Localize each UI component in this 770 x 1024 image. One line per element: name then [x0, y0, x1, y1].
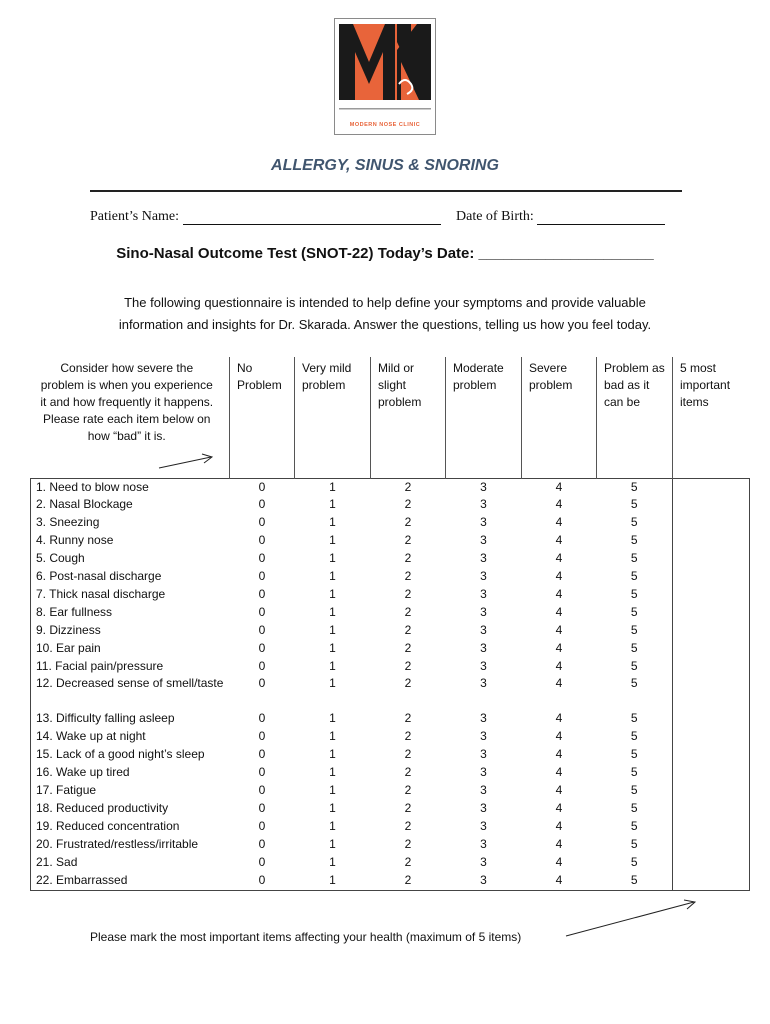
- score-option[interactable]: 5: [597, 872, 673, 890]
- symptom-label: 13. Difficulty falling asleep: [31, 710, 230, 728]
- symptom-label: 1. Need to blow nose: [31, 478, 230, 496]
- page-title: ALLERGY, SINUS & SNORING: [271, 157, 499, 174]
- score-option[interactable]: 2: [371, 478, 446, 496]
- important-item-check[interactable]: [673, 746, 750, 764]
- score-option[interactable]: 1: [329, 569, 336, 584]
- score-option[interactable]: 2: [404, 497, 412, 512]
- symptom-label: 2. Nasal Blockage: [31, 496, 230, 514]
- score-option[interactable]: 3: [446, 478, 522, 496]
- symptom-label: 22. Embarrassed: [31, 872, 230, 890]
- score-option[interactable]: 3: [480, 640, 487, 655]
- score-option[interactable]: 5: [630, 604, 638, 619]
- important-item-check[interactable]: [673, 532, 750, 550]
- table-row: [31, 746, 750, 764]
- symptom-label: 21. Sad: [31, 854, 230, 872]
- score-option[interactable]: 5: [630, 640, 638, 655]
- score-option[interactable]: 0: [258, 836, 266, 851]
- footer-arrow-icon: [560, 898, 700, 938]
- score-option[interactable]: 5: [630, 569, 638, 584]
- score-option[interactable]: 1: [329, 747, 336, 762]
- table-body: [31, 478, 750, 890]
- score-option[interactable]: 1: [329, 729, 336, 744]
- score-option[interactable]: 4: [555, 658, 563, 673]
- table-header-row: [31, 357, 750, 478]
- score-option[interactable]: 3: [480, 533, 487, 548]
- symptom-label: 8. Ear fullness: [31, 604, 230, 622]
- score-option[interactable]: 3: [480, 604, 487, 619]
- important-item-check[interactable]: [673, 640, 750, 658]
- table-row: [31, 854, 750, 872]
- important-item-check[interactable]: [673, 514, 750, 532]
- score-option[interactable]: 0: [258, 640, 266, 655]
- important-item-check[interactable]: [673, 496, 750, 514]
- score-option[interactable]: 4: [555, 783, 563, 798]
- score-option[interactable]: 4: [555, 533, 563, 548]
- score-option[interactable]: 1: [329, 515, 336, 530]
- important-item-check[interactable]: [673, 675, 750, 710]
- score-option[interactable]: 2: [404, 604, 412, 619]
- score-option[interactable]: 2: [404, 801, 412, 815]
- table-row: [31, 550, 750, 568]
- score-option[interactable]: 0: [258, 569, 266, 584]
- score-option[interactable]: 4: [522, 872, 597, 890]
- score-option[interactable]: 5: [630, 533, 638, 548]
- table-row: [31, 782, 750, 800]
- symptom-label: 12. Decreased sense of smell/taste: [31, 675, 230, 710]
- symptom-label: 5. Cough: [31, 550, 230, 568]
- score-option[interactable]: 3: [480, 854, 487, 869]
- score-option[interactable]: 1: [329, 658, 336, 673]
- symptom-label: 17. Fatigue: [31, 782, 230, 800]
- score-option[interactable]: 0: [258, 747, 266, 762]
- instruction-text: Consider how severe the problem is when you experience it and how frequently it happens. Please rate each item below on how “bad” it is.: [40, 361, 214, 443]
- important-item-check[interactable]: [673, 586, 750, 604]
- table-row: [31, 532, 750, 550]
- patient-name-label: Patient’s Name:: [90, 209, 180, 224]
- title-divider: [90, 190, 682, 192]
- score-option[interactable]: 0: [258, 586, 266, 601]
- score-option[interactable]: 2: [404, 836, 412, 851]
- score-option[interactable]: 0: [258, 711, 266, 726]
- score-option[interactable]: 4: [555, 747, 563, 762]
- patient-name-field[interactable]: [90, 209, 441, 225]
- score-option[interactable]: 0: [258, 765, 266, 780]
- score-option[interactable]: 4: [555, 818, 563, 833]
- important-item-check[interactable]: [673, 728, 750, 746]
- score-option[interactable]: 0: [230, 478, 295, 496]
- score-option[interactable]: 3: [480, 818, 487, 833]
- symptom-label: 15. Lack of a good night’s sleep: [31, 746, 230, 764]
- score-option[interactable]: 0: [258, 515, 266, 530]
- score-option[interactable]: 5: [597, 478, 673, 496]
- symptom-label: 16. Wake up tired: [31, 764, 230, 782]
- score-option[interactable]: 4: [555, 801, 563, 815]
- score-option[interactable]: 4: [555, 551, 563, 566]
- score-option[interactable]: 2: [404, 783, 412, 798]
- footer-note: Please mark the most important items affecting your health (maximum of 5 items): [90, 930, 522, 944]
- score-option[interactable]: 0: [258, 676, 266, 691]
- symptom-label: 18. Reduced productivity: [31, 800, 230, 818]
- score-option[interactable]: 0: [258, 783, 266, 798]
- clinic-logo: [334, 18, 436, 135]
- table-row: [31, 568, 750, 586]
- score-option[interactable]: 5: [630, 711, 638, 726]
- table-row: [31, 604, 750, 622]
- score-option[interactable]: 2: [404, 622, 412, 637]
- score-option[interactable]: 5: [630, 586, 638, 601]
- score-option[interactable]: 1: [329, 836, 336, 851]
- score-option[interactable]: 2: [404, 515, 412, 530]
- score-option[interactable]: 2: [404, 818, 412, 833]
- score-option[interactable]: 3: [480, 658, 487, 673]
- score-option[interactable]: 2: [404, 586, 412, 601]
- score-option[interactable]: 2: [404, 854, 412, 869]
- important-item-check[interactable]: [673, 604, 750, 622]
- arrow-icon: [157, 451, 217, 473]
- score-option[interactable]: 1: [329, 711, 336, 726]
- score-option[interactable]: 0: [230, 872, 295, 890]
- score-option[interactable]: 4: [555, 729, 563, 744]
- score-option[interactable]: 5: [630, 818, 638, 833]
- important-item-check[interactable]: [673, 836, 750, 854]
- symptom-label: 9. Dizziness: [31, 622, 230, 640]
- score-option[interactable]: 0: [258, 729, 266, 744]
- score-option[interactable]: 1: [329, 676, 336, 691]
- table-row: [31, 622, 750, 640]
- score-option[interactable]: 5: [630, 551, 638, 566]
- score-option[interactable]: 1: [329, 818, 336, 833]
- dob-field[interactable]: [456, 209, 665, 225]
- col-header-very-mild: Very mild problem: [295, 357, 371, 478]
- important-item-check[interactable]: [673, 478, 750, 496]
- table-row: [31, 496, 750, 514]
- important-item-check[interactable]: [673, 854, 750, 872]
- dob-label: Date of Birth:: [456, 209, 534, 224]
- score-option[interactable]: 4: [555, 640, 563, 655]
- score-option[interactable]: 1: [329, 533, 336, 548]
- score-option[interactable]: 4: [522, 478, 597, 496]
- instruction-cell: [31, 357, 230, 478]
- symptom-label: 10. Ear pain: [31, 640, 230, 658]
- table-row: [31, 800, 750, 818]
- score-option[interactable]: 5: [630, 801, 638, 815]
- important-item-check[interactable]: [673, 710, 750, 728]
- table-row: [31, 764, 750, 782]
- symptom-label: 7. Thick nasal discharge: [31, 586, 230, 604]
- score-option[interactable]: 3: [480, 836, 487, 851]
- score-option[interactable]: 5: [630, 836, 638, 851]
- score-option[interactable]: 4: [555, 569, 563, 584]
- score-option[interactable]: 5: [630, 622, 638, 637]
- snot22-table: [30, 357, 750, 891]
- table-row: [31, 872, 750, 890]
- score-option[interactable]: 1: [329, 801, 336, 815]
- table-row: [31, 514, 750, 532]
- col-header-mild: Mild or slight problem: [371, 357, 446, 478]
- score-option[interactable]: 0: [258, 658, 266, 673]
- score-option[interactable]: 3: [480, 497, 487, 512]
- score-option[interactable]: 0: [258, 854, 266, 869]
- score-option[interactable]: 1: [329, 640, 336, 655]
- score-option[interactable]: 0: [258, 604, 266, 619]
- score-option[interactable]: 4: [555, 836, 563, 851]
- score-option[interactable]: 4: [555, 497, 563, 512]
- col-header-as-bad: Problem as bad as it can be: [597, 357, 673, 478]
- score-option[interactable]: 0: [258, 818, 266, 833]
- score-option[interactable]: 0: [258, 497, 266, 512]
- important-item-check[interactable]: [673, 764, 750, 782]
- score-option[interactable]: 1: [329, 765, 336, 780]
- intro-line-1: The following questionnaire is intended to help define your symptoms and provide valuable: [124, 295, 646, 310]
- important-item-check[interactable]: [673, 818, 750, 836]
- score-option[interactable]: 3: [480, 515, 487, 530]
- score-option[interactable]: 1: [329, 586, 336, 601]
- score-option[interactable]: 4: [555, 515, 563, 530]
- score-option[interactable]: 2: [404, 569, 412, 584]
- score-option[interactable]: 2: [371, 872, 446, 890]
- score-option[interactable]: 0: [258, 551, 266, 566]
- score-option[interactable]: 3: [480, 729, 487, 744]
- score-option[interactable]: 5: [630, 658, 638, 673]
- table-row: [31, 836, 750, 854]
- table-row: [31, 640, 750, 658]
- symptom-label: 3. Sneezing: [31, 514, 230, 532]
- score-option[interactable]: 1: [295, 872, 371, 890]
- score-option[interactable]: 5: [630, 676, 638, 691]
- score-option[interactable]: 2: [404, 551, 412, 566]
- score-option[interactable]: 0: [258, 801, 266, 815]
- score-option[interactable]: 1: [329, 854, 336, 869]
- symptom-label: 4. Runny nose: [31, 532, 230, 550]
- score-option[interactable]: 3: [480, 586, 487, 601]
- score-option[interactable]: 1: [329, 622, 336, 637]
- score-option[interactable]: 3: [446, 872, 522, 890]
- score-option[interactable]: 4: [555, 765, 563, 780]
- score-option[interactable]: 2: [404, 711, 412, 726]
- table-row: [31, 818, 750, 836]
- symptom-label: 11. Facial pain/pressure: [31, 658, 230, 676]
- patient-name-input[interactable]: [183, 210, 441, 225]
- score-option[interactable]: 2: [404, 747, 412, 762]
- important-item-check[interactable]: [673, 782, 750, 800]
- score-option[interactable]: 2: [404, 676, 412, 691]
- table-row: [31, 710, 750, 728]
- intro-line-2: information and insights for Dr. Skarada. Answer the questions, telling us how you feel today.: [118, 317, 652, 332]
- score-option[interactable]: 4: [555, 711, 563, 726]
- table-row: [31, 675, 750, 710]
- table-row: [31, 728, 750, 746]
- important-item-check[interactable]: [673, 568, 750, 586]
- symptom-label: 14. Wake up at night: [31, 728, 230, 746]
- score-option[interactable]: 1: [295, 478, 371, 496]
- important-item-check[interactable]: [673, 872, 750, 890]
- score-option[interactable]: 1: [329, 604, 336, 619]
- score-option[interactable]: 3: [480, 569, 487, 584]
- score-option[interactable]: 5: [630, 497, 638, 512]
- score-option[interactable]: 5: [630, 783, 638, 798]
- score-option[interactable]: 5: [630, 765, 638, 780]
- score-option[interactable]: 5: [630, 747, 638, 762]
- score-option[interactable]: 2: [404, 533, 412, 548]
- score-option[interactable]: 5: [630, 854, 638, 869]
- score-option[interactable]: 4: [555, 622, 563, 637]
- important-item-check[interactable]: [673, 658, 750, 676]
- important-item-check[interactable]: [673, 800, 750, 818]
- score-option[interactable]: 4: [555, 604, 563, 619]
- score-option[interactable]: 3: [480, 765, 487, 780]
- score-option[interactable]: 1: [329, 551, 336, 566]
- score-option[interactable]: 4: [555, 854, 563, 869]
- score-option[interactable]: 3: [480, 747, 487, 762]
- important-item-check[interactable]: [673, 622, 750, 640]
- score-option[interactable]: 1: [329, 497, 336, 512]
- score-option[interactable]: 0: [258, 533, 266, 548]
- score-option[interactable]: 4: [555, 586, 563, 601]
- score-option[interactable]: 2: [404, 658, 412, 673]
- col-header-most-important: 5 most important items: [673, 357, 750, 478]
- logo-caption: MODERN NOSE CLINIC: [349, 122, 421, 128]
- symptom-label: 19. Reduced concentration: [31, 818, 230, 836]
- dob-input[interactable]: [537, 210, 665, 225]
- intro-text: [60, 292, 710, 336]
- score-option[interactable]: 5: [630, 515, 638, 530]
- important-item-check[interactable]: [673, 550, 750, 568]
- score-option[interactable]: 3: [480, 676, 487, 691]
- table-row: [31, 586, 750, 604]
- score-option[interactable]: 2: [404, 640, 412, 655]
- symptom-label: 20. Frustrated/restless/irritable: [31, 836, 230, 854]
- test-title: Sino-Nasal Outcome Test (SNOT-22) Today’s Date: _____________________: [116, 245, 654, 262]
- table-row: [31, 478, 750, 496]
- score-option[interactable]: 2: [404, 729, 412, 744]
- symptom-label: 6. Post-nasal discharge: [31, 568, 230, 586]
- col-header-no-problem: No Problem: [230, 357, 295, 478]
- score-option[interactable]: 2: [404, 765, 412, 780]
- score-option[interactable]: 1: [329, 783, 336, 798]
- score-option[interactable]: 3: [480, 551, 487, 566]
- score-option[interactable]: 0: [258, 622, 266, 637]
- score-option[interactable]: 5: [630, 729, 638, 744]
- score-option[interactable]: 3: [480, 783, 487, 798]
- score-option[interactable]: 3: [480, 801, 487, 815]
- table-row: [31, 658, 750, 676]
- score-option[interactable]: 3: [480, 711, 487, 726]
- score-option[interactable]: 3: [480, 622, 487, 637]
- col-header-moderate: Moderate problem: [446, 357, 522, 478]
- score-option[interactable]: 4: [555, 676, 563, 691]
- col-header-severe: Severe problem: [522, 357, 597, 478]
- logo-mark-icon: [339, 22, 431, 120]
